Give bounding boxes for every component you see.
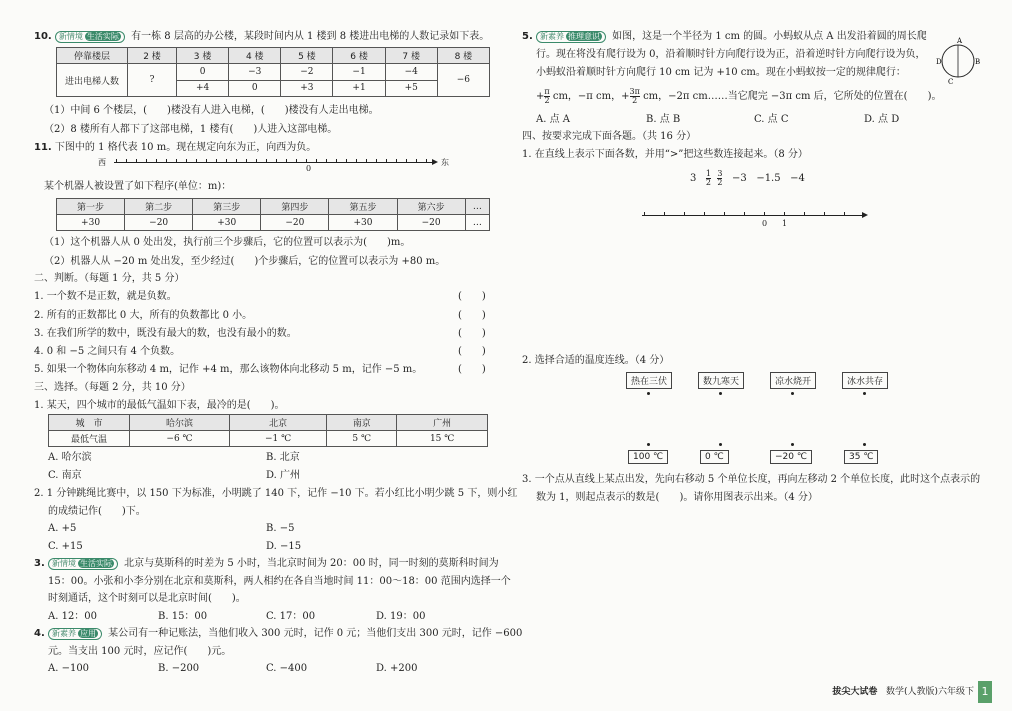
th-7: 7 楼 [385,48,437,64]
c2-c[interactable]: C. +15 [48,541,83,552]
q4-tag2: 应用 [79,629,96,638]
c3-text: 北京与莫斯科的时差为 5 小时，当北京时间为 20：00 时，同一时刻的莫斯科时间为 [124,558,499,569]
c3-b[interactable]: B. 15：00 [158,611,208,622]
q3-tag2: 生活实际 [79,559,112,568]
q11-number-line [98,155,449,173]
judge-5: 5. 如果一个物体向东移动 4 m，记作 +4 m，那么该物体向北移动 5 m，记作 −5 m。 [34,364,423,375]
row-label: 进出电梯人数 [57,64,128,97]
c2-a[interactable]: A. +5 [48,523,77,534]
num-neg4: −4 [790,173,805,184]
tick [824,212,825,216]
tick [136,159,137,163]
th-floor: 停靠楼层 [57,48,128,64]
frac-num: π [544,87,550,96]
pt-a: A [957,37,963,45]
temp-1[interactable]: 100 ℃ [628,450,668,464]
q11-sub2: （2）机器人从 −20 m 处出发，至少经过( )个步骤后，它的位置可以表示为 +80 m。 [44,256,446,267]
q11-line [34,141,316,155]
numbers-row [690,170,805,188]
c1-d[interactable]: D. 广州 [266,470,301,481]
c1-b[interactable]: B. 北京 [266,452,300,463]
q5-tag2: 推理意识 [567,32,600,41]
num-neg1-5: −1.5 [756,173,781,184]
city-beijing: 北京 [230,415,327,431]
cell-t4: −1 [333,64,385,81]
th-4: 4 楼 [229,48,281,64]
frac-3pi-2 [630,88,640,105]
q4-tag [48,628,102,640]
tick [406,159,407,163]
city-head: 城 市 [49,415,130,431]
cell-last: −6 [437,64,489,97]
choice-4 [34,627,522,641]
q10-line [34,30,489,44]
q3-tag-text: 新情境 [51,559,76,568]
arrow2-icon [862,212,868,218]
c4-a[interactable]: A. −100 [48,663,90,674]
s4-q3b: 数为 1，则起点表示的数是( )。请你用图表示出来。（4 分） [536,492,818,503]
q5-l4c: cm，−2π cm……当它爬完 −3π cm 后，它所处的位置在( )。 [643,91,942,102]
city-nanjing: 南京 [327,415,397,431]
tick [336,159,337,163]
tick [256,159,257,163]
q10-tag-text: 新情境 [58,32,83,41]
q3-tag [48,558,118,570]
tick [376,159,377,163]
c3-d[interactable]: D. 19：00 [376,611,426,622]
tick [326,159,327,163]
step-3: 第三步 [193,199,261,215]
tick [844,212,845,216]
val-1: +30 [57,215,125,231]
cell-t1: 0 [177,64,229,81]
tick [126,159,127,163]
tick [664,212,665,216]
pt-c: C [948,78,954,86]
th-8: 8 楼 [437,48,489,64]
tick [226,159,227,163]
num-3: 3 [690,173,697,184]
judge-3: 3. 在我们所学的数中，既没有最大的数，也没有最小的数。 [34,328,297,339]
tick [276,159,277,163]
choice-3 [34,557,499,571]
tick [266,159,267,163]
c4-b[interactable]: B. −200 [158,663,200,674]
axis2-zero: 0 [762,219,768,228]
q5-number: 5. [522,31,533,42]
step-5: 第五步 [329,199,397,215]
footer-brand: 拔尖大试卷 [832,687,878,697]
dot-t4[interactable] [863,443,866,446]
tick [316,159,317,163]
c2-b[interactable]: B. −5 [266,523,295,534]
judge-paren-5[interactable]: ( ) [458,364,486,375]
tick [296,159,297,163]
c4-num: 4. [34,628,45,639]
word-3[interactable]: 凉水烧开 [770,372,816,389]
f2d: 2 [717,178,723,187]
cell-b1: +4 [177,80,229,97]
q11-number: 11. [34,142,52,153]
val-2: −20 [125,215,193,231]
tick [286,159,287,163]
f1d: 2 [705,178,712,187]
q10-sub1: （1）中间 6 个楼层，( )楼没有人进入电梯，( )楼没有人走出电梯。 [44,105,379,116]
tick [644,212,645,216]
frac-1-2 [706,170,711,187]
step-1: 第一步 [57,199,125,215]
tick [236,159,237,163]
temp-4[interactable]: 35 ℃ [844,450,878,464]
q5-tag-text: 新素养 [539,32,564,41]
q5-line1 [522,30,927,44]
q5-d[interactable]: D. 点 D [864,114,900,125]
q5-tag [536,31,606,43]
s3-title: 三、选择。（每题 2 分，共 10 分） [34,382,191,393]
dot-t1[interactable] [647,443,650,446]
temp-nanjing: 5 ℃ [327,431,397,447]
choice-4b: 元。当支出 100 元时，应记作( )元。 [48,646,232,657]
f1n: 1 [705,169,712,178]
temp-beijing: −1 ℃ [230,431,327,447]
q10-number: 10. [34,31,52,42]
th-5: 5 楼 [281,48,333,64]
judge-paren-3[interactable]: ( ) [458,328,486,339]
temp-2[interactable]: 0 ℃ [700,450,729,464]
temp-3[interactable]: −20 ℃ [770,450,812,464]
tick [356,159,357,163]
frac2-num: 3π [629,87,640,96]
choice-2: 2. 1 分钟跳绳比赛中，以 150 下为标准，小明跳了 140 下，记作 −10 下。若小红比小明少跳 5 下，则小红 [34,488,518,499]
temp-guangzhou: 15 ℃ [397,431,488,447]
tick [116,159,117,163]
th-3: 3 楼 [177,48,229,64]
zero-label: 0 [306,164,312,173]
steps-table [56,198,490,231]
c3-num: 3. [34,558,45,569]
val-3: +30 [193,215,261,231]
tick [186,159,187,163]
tick [156,159,157,163]
q5-line3: 小蚂蚁沿着顺时针方向爬行 10 cm 记为 +10 cm。现在小蚂蚁按一定的规律爬行： [536,67,906,78]
word-4[interactable]: 冰水共存 [842,372,888,389]
tick [366,159,367,163]
tick [684,212,685,216]
q5-text1: 如图，这是一个半径为 1 cm 的圆。小蚂蚁从点 A 出发沿着圆的周长爬 [612,31,927,42]
frac-pi-2 [544,88,549,105]
circle-figure [936,36,982,86]
city-guangzhou: 广州 [397,415,488,431]
word-2[interactable]: 数九寒天 [698,372,744,389]
c3-a[interactable]: A. 12：00 [48,611,98,622]
dot-w1[interactable] [647,392,650,395]
f2n: 3 [717,169,723,178]
judge-paren-4[interactable]: ( ) [458,346,486,357]
q10-text: 有一栋 8 层高的办公楼，某段时间内从 1 楼到 8 楼进出电梯的人数记录如下表。 [131,31,490,42]
cell-first: ? [128,64,177,97]
step-2: 第二步 [125,199,193,215]
judge-1: 1. 一个数不是正数，就是负数。 [34,291,177,302]
temp-label: 最低气温 [49,431,130,447]
th-2: 2 楼 [128,48,177,64]
tick [306,159,307,163]
tick [764,212,765,216]
cell-t2: −3 [229,64,281,81]
cell-b4: +1 [333,80,385,97]
tick [176,159,177,163]
tick [216,159,217,163]
val-4: −20 [261,215,329,231]
q5-a[interactable]: A. 点 A [536,114,570,125]
c4-c[interactable]: C. −400 [266,663,308,674]
tick [426,159,427,163]
west-label: 西 [98,158,106,167]
q11-text: 下图中的 1 格代表 10 m。现在规定向东为正，向西为负。 [54,142,317,153]
q5-b[interactable]: B. 点 B [646,114,681,125]
elevator-table [56,47,490,97]
judge-2: 2. 所有的正数都比 0 大，所有的负数都比 0 小。 [34,310,253,321]
arrow-icon [432,159,438,165]
q5-c[interactable]: C. 点 C [754,114,789,125]
choice-1: 1. 某天，四个城市的最低气温如下表，最冷的是( )。 [34,400,285,411]
tick [416,159,417,163]
tick [724,212,725,216]
tick [386,159,387,163]
judge-paren-2[interactable]: ( ) [458,310,486,321]
step-etc: … [465,199,489,215]
footer-subject: 数学(人教版)六年级下 [885,687,974,697]
dot-w4[interactable] [863,392,866,395]
choice-3b: 15：00。小张和小李分别在北京和莫斯科，两人相约在各自当地时间 11：00～18：00 范围内选择一个 [48,576,511,587]
axis2 [642,215,864,216]
tick [804,212,805,216]
frac-den: 2 [544,96,550,105]
footer [832,684,974,697]
q10-tag2: 生活实际 [86,32,119,41]
q4-tag-text: 新素养 [51,629,76,638]
page-number: 1 [978,681,992,703]
axis2-one: 1 [782,219,788,228]
q5-plus1: + [536,91,545,102]
city-table [48,414,488,447]
pt-b: B [975,58,981,66]
q11-sub1: （1）这个机器人从 0 处出发，执行前三个步骤后，它的位置可以表示为( )m。 [44,237,411,248]
s4-q2: 2. 选择合适的温度连线。（4 分） [522,355,670,366]
num-neg3: −3 [732,173,747,184]
dot-t3[interactable] [791,443,794,446]
judge-4: 4. 0 和 −5 之间只有 4 个负数。 [34,346,181,357]
tick [146,159,147,163]
val-6: −20 [397,215,465,231]
tick [206,159,207,163]
c4-d[interactable]: D. +200 [376,663,418,674]
s4-q3: 3. 一个点从直线上某点出发，先向右移动 5 个单位长度，再向左移动 2 个单位长度，此时这个点表示的 [522,474,981,485]
val-5: +30 [329,215,397,231]
step-6: 第六步 [397,199,465,215]
th-6: 6 楼 [333,48,385,64]
tick [784,212,785,216]
c3-c[interactable]: C. 17：00 [266,611,316,622]
q11-prog: 某个机器人被设置了如下程序(单位：m)： [44,181,232,192]
q5-l4b: cm，−π cm，+ [552,91,630,102]
dot-t2[interactable] [719,443,722,446]
temp-harbin: −6 ℃ [130,431,230,447]
word-1[interactable]: 热在三伏 [626,372,672,389]
tick [196,159,197,163]
dot-w3[interactable] [791,392,794,395]
q5-line4 [536,88,941,106]
q5-line2: 行。现在将没有爬行设为 0，沿着顺时针方向爬行设为正，沿着逆时针方向爬行设为负， [536,49,926,60]
tick [346,159,347,163]
tick [166,159,167,163]
city-harbin: 哈尔滨 [130,415,230,431]
tick [744,212,745,216]
c1-c[interactable]: C. 南京 [48,470,82,481]
s4-q1: 1. 在直线上表示下面各数，并用“>”把这些数连接起来。（8 分） [522,149,808,160]
q10-tag [55,31,125,43]
cell-b3: +3 [281,80,333,97]
choice-2b: 的成绩记作( )下。 [48,506,146,517]
cell-b2: 0 [229,80,281,97]
dot-w2[interactable] [719,392,722,395]
tick [396,159,397,163]
cell-t5: −4 [385,64,437,81]
choice-3c: 时刻通话，这个时刻可以是北京时间( )。 [48,593,246,604]
s2-title: 二、判断。（每题 1 分，共 5 分） [34,273,185,284]
c2-d[interactable]: D. −15 [266,541,302,552]
val-etc: … [465,215,489,231]
c4-text: 某公司有一种记账法，当他们收入 300 元时，记作 0 元；当他们支出 300 元时，记作 −600 [108,628,523,639]
tick [704,212,705,216]
cell-b5: +5 [385,80,437,97]
pt-d: D [936,58,942,66]
q10-sub2: （2）8 楼所有人都下了这部电梯，1 楼有( )人进入这部电梯。 [44,124,338,135]
s4-number-line [642,208,874,232]
judge-paren-1[interactable]: ( ) [458,291,486,302]
cell-t3: −2 [281,64,333,81]
c1-a[interactable]: A. 哈尔滨 [48,452,92,463]
east-label: 东 [441,158,449,167]
tick [246,159,247,163]
step-4: 第四步 [261,199,329,215]
s4-title: 四、按要求完成下面各题。（共 16 分） [522,131,697,142]
frac2-den: 2 [632,96,638,105]
frac-3-2 [717,170,722,187]
